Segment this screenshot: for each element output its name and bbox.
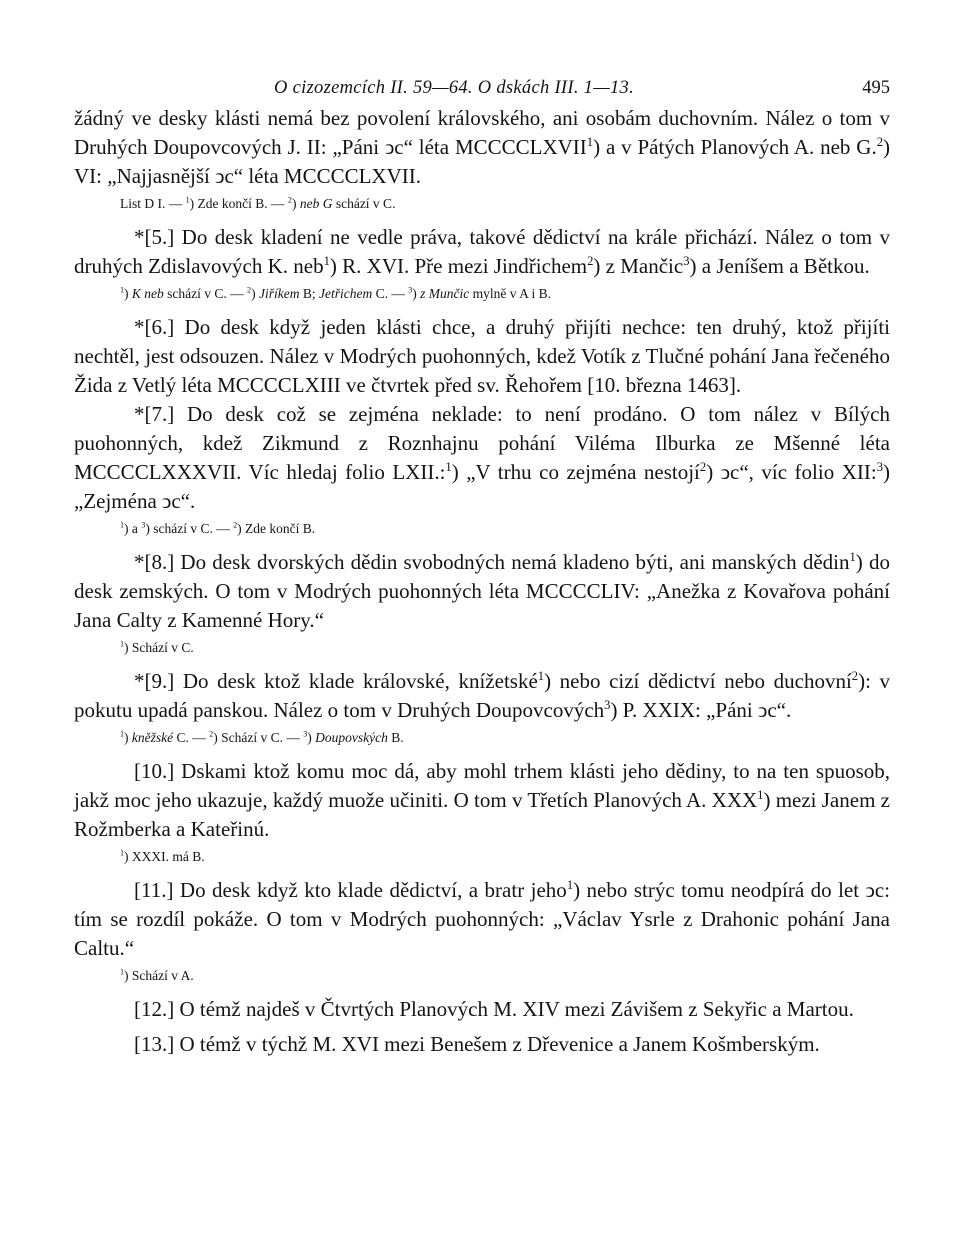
paragraph: [12.] O témž najdeš v Čtvrtých Planových M. XIV mezi Závišem z Sekyřic a Martou. bbox=[134, 997, 854, 1021]
paragraph: [13.] O témž v týchž M. XVI mezi Benešem z Dřevenice a Janem Košmberským. bbox=[134, 1032, 820, 1056]
paragraph: *[5.] Do desk kladení ne vedle práva, takové dědictví na krále přichází. Nález o tom v druhých Zdislavových K. neb$^1$) R. XVI. Pře mezi Jindřichem$^2$) z Mančic$^3$) a Jeníšem a Bětkou. bbox=[74, 225, 890, 278]
footnote: $^1$) K neb schází v C. — $^2$) Jiříkem B; Jetřichem C. — $^3$) z Munčic mylně v A i B. bbox=[120, 285, 552, 301]
paragraph: *[7.] Do desk což se zejména neklade: to není prodáno. O tom nález v Bílých puohonných, kdež Zikmund z Roznhajnu pohání Viléma Ilburka ze Mšenné léta MCCCCLXXXVII. Víc hledaj folio LXII.:$^1$) „V trhu co zejména nestojí$^2$) ↄc“, víc folio XII:$^3$) „Zejména ↄc“. bbox=[74, 402, 891, 513]
footnote: $^1$) a $^3$) schází v C. — $^2$) Zde končí B. bbox=[120, 520, 316, 536]
page-header bbox=[74, 74, 890, 104]
footnote: List D I. — $^1$) Zde končí B. — $^2$) neb G schází v C. bbox=[120, 195, 396, 211]
paragraph: žádný ve desky klásti nemá bez povolení královského, ani osobám duchovním. Nález o tom v Druhých Doupovcových J. II: „Páni ↄc“ léta MCCCCLXVII$^1$) a v Pátých Planových A. neb G.$^2$) VI: „Najjasnější ↄc“ léta MCCCCLXVII. bbox=[74, 106, 890, 188]
page-number: 495 bbox=[862, 78, 890, 98]
body-text bbox=[74, 104, 890, 1059]
paragraph: [10.] Dskami ktož komu moc dá, aby mohl trhem klásti jeho dědiny, to na ten spuosob, jakž moc jeho ukazuje, každý muože učiniti. O tom v Třetích Planových A. XXX$^1$) mezi Janem z Rožmberka a Kateřinú. bbox=[74, 759, 890, 841]
footnote: $^1$) XXXI. má B. bbox=[120, 848, 205, 864]
footnote: $^1$) Schází v A. bbox=[120, 967, 194, 983]
running-title: O cizozemcích II. 59—64. O dskách III. 1—13. bbox=[274, 78, 635, 98]
paragraph: *[9.] Do desk ktož klade královské, knížetské$^1$) nebo cizí dědictví nebo duchovní$^2$): v pokutu upadá panskou. Nález o tom v Druhých Doupovcových$^3$) P. XXIX: „Páni ↄc“. bbox=[74, 669, 890, 722]
footnote: $^1$) Schází v C. bbox=[120, 639, 194, 655]
paragraph: *[6.] Do desk když jeden klásti chce, a druhý přijíti nechce: ten druhý, ktož přijíti nechtěl, jest odsouzen. Nález v Modrých puohonných, kdež Votík z Tlučné pohání Jana řečeného Žida z Vetlý léta MCCCCLXIII ve čtvrtek před sv. Řehořem [10. března 1463]. bbox=[74, 315, 890, 397]
footnote: $^1$) kněžské C. — $^2$) Schází v C. — $^3$) Doupovských B. bbox=[120, 729, 404, 745]
document-page bbox=[74, 74, 890, 1059]
paragraph: [11.] Do desk když kto klade dědictví, a bratr jeho$^1$) nebo strýc tomu neodpírá do let ↄc: tím se rozdíl pokáže. O tom v Modrých puohonných: „Václav Ysrle z Drahonic pohání Jana Caltu.“ bbox=[74, 878, 890, 960]
paragraph: *[8.] Do desk dvorských dědin svobodných nemá kladeno býti, ani manských dědin$^1$) do desk zemských. O tom v Modrých puohonných léta MCCCCLIV: „Anežka z Kovařova pohání Jana Calty z Kamenné Hory.“ bbox=[74, 550, 890, 632]
